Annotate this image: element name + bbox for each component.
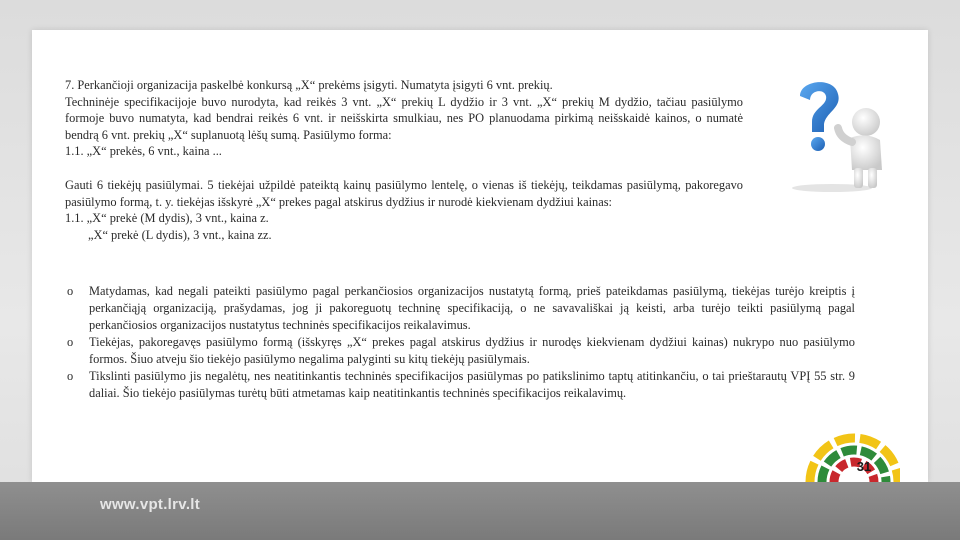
paragraph-line: 1.1. „X“ prekės, 6 vnt., kaina ... [65,144,222,158]
list-item [65,368,855,402]
paragraph-offers [65,177,743,243]
footer-bar [0,482,960,540]
list-item [65,334,855,368]
conclusions-list [65,283,855,402]
paragraph-case-description [65,77,743,160]
question-mark-person-icon [782,76,908,194]
footer-url[interactable]: www.vpt.lrv.lt [100,496,201,513]
list-item-text: Tikslinti pasiūlymo jis negalėtų, nes neatitinkantis techninės specifikacijos pasiūlymas po patikslinimo taptų atitinkančiu, o tai prieštarautų VPĮ 55 str. 9 daliai. Šio tiekėjo pasiūlymas turėtų būti atmetamas kaip neatitinkantis techninės specifikacijos reikalavimų. [89,369,855,400]
paragraph-line: 1.1. „X“ prekė (M dydis), 3 vnt., kaina z. [65,211,269,225]
list-item-text: Tiekėjas, pakoregavęs pasiūlymo formą (išskyręs „X“ prekes pagal atskirus dydžius ir nurodęs kiekvienam dydžiui kainas) nukrypo nuo pasiūlymo formos. Šiuo atveju šio tiekėjo pasiūlymo negalima palyginti su kitų tiekėjų pasiūlymais. [89,335,855,366]
paragraph-line: „X“ prekė (L dydis), 3 vnt., kaina zz. [88,227,272,242]
bullet-marker: o [67,284,74,298]
bullet-marker: o [67,335,74,349]
page-number: 31 [856,459,872,474]
bullet-marker: o [67,369,74,383]
paragraph-line: Gauti 6 tiekėjų pasiūlymai. 5 tiekėjai užpildė pateiktą kainų pasiūlymo lentelę, o vienas iš tiekėjų, teikdamas pasiūlymą, pakoregavo pasiūlymo formą, t. y. tiekėjas išskyrė „X“ prekes pagal atskirus dydžius ir nurodė kiekvienam dydžiui kainas: [65,178,743,209]
list-item [65,283,855,334]
paragraph-line: Techninėje specifikacijoje buvo nurodyta, kad reikės 3 vnt. „X“ prekių L dydžio ir 3 vnt. „X“ prekių M dydžio, tačiau pasiūlymo formoje buvo numatyta, kad bendrai reikės 6 vnt. ir neišskirta smulkiau, nes PO planuodama pirkimą neišskaidė kainos, o numatė bendrą 6 vnt. prekių „X“ suplanuotą lėšų sumą. Pasiūlymo forma: [65,94,743,142]
paragraph-line: 7. Perkančioji organizacija paskelbė konkursą „X“ prekėms įsigyti. Numatyta įsigyti 6 vnt. prekių. [65,78,553,92]
list-item-text: Matydamas, kad negali pateikti pasiūlymo pagal perkančiosios organizacijos nustatytą formą, prieš pateikdamas pasiūlymą, tiekėjas turėjo kreiptis į perkančiąją organizaciją, prašydamas, jog ji pakoreguotų techninę specifikaciją, o ne savavališkai ją keisti, arba turėjo teikti pasiūlymą pagal perkančiosios organizacijos nustatytus techninės specifikacijos reikalavimus. [89,284,855,332]
